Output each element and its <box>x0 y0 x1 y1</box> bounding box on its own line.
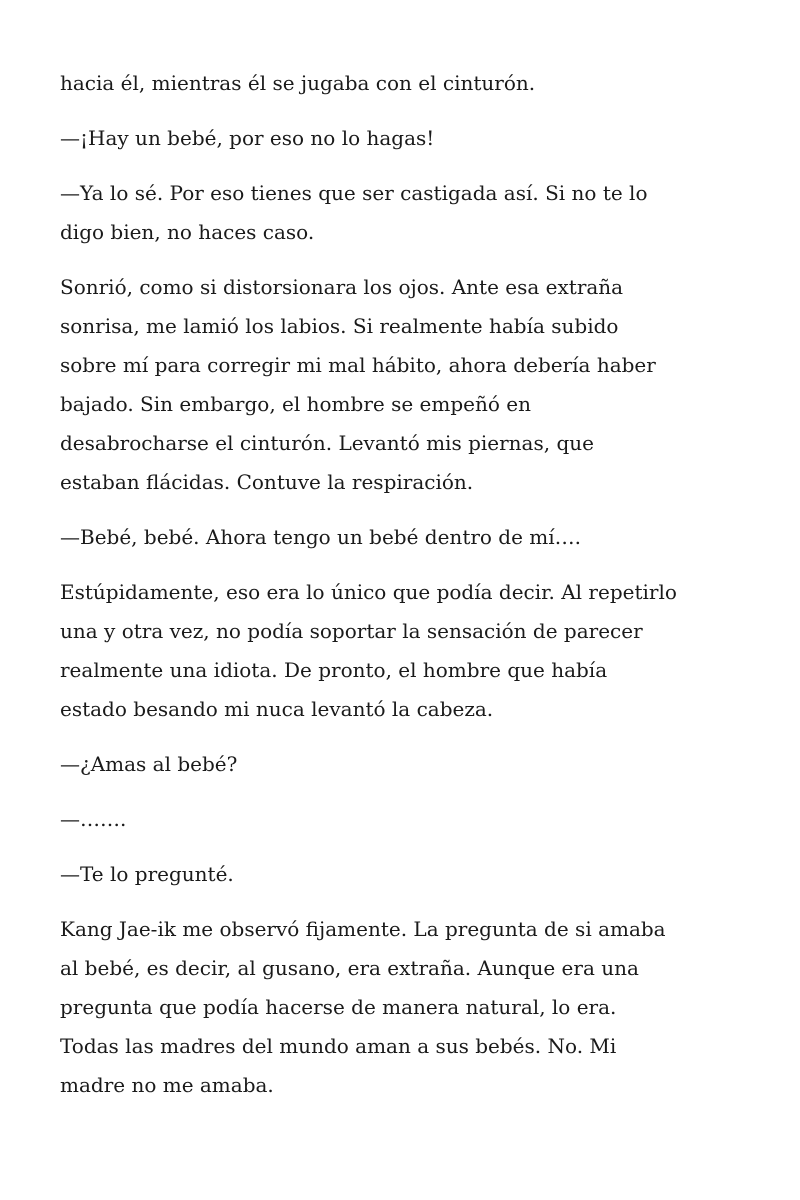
dialogue-line: —Bebé, bebé. Ahora tengo un bebé dentro de mí…. <box>60 525 582 549</box>
paragraph: Sonrió, como si distorsionara los ojos. Ante esa extraña sonrisa, me lamió los labios. Si realmente había subido sobre mí para corregir mi mal hábito, ahora debería haber bajado. Sin embargo, el hombre se empeñó en desabrocharse el cinturón. Levantó mis piernas, que estaban flácidas. Contuve la respiración. <box>60 275 656 494</box>
dialogue-line: —¡Hay un bebé, por eso no lo hagas! <box>60 126 435 150</box>
dialogue-line: —……. <box>60 807 127 831</box>
dialogue-line: —Ya lo sé. Por eso tienes que ser castigada así. Si no te lo digo bien, no haces caso. <box>60 181 648 244</box>
dialogue-line: —¿Amas al bebé? <box>60 752 238 776</box>
paragraph: hacia él, mientras él se jugaba con el cinturón. <box>60 71 536 95</box>
dialogue-line: —Te lo pregunté. <box>60 862 234 886</box>
ebook-page <box>60 64 760 1121</box>
paragraph: Kang Jae-ik me observó fijamente. La pregunta de si amaba al bebé, es decir, al gusano, era extraña. Aunque era una pregunta que podía hacerse de manera natural, lo era. Todas las madres del mundo aman a sus bebés. No. Mi madre no me amaba. <box>60 917 666 1097</box>
paragraph: Estúpidamente, eso era lo único que podía decir. Al repetirlo una y otra vez, no podía soportar la sensación de parecer realmente una idiota. De pronto, el hombre que había estado besando mi nuca levantó la cabeza. <box>60 580 677 721</box>
